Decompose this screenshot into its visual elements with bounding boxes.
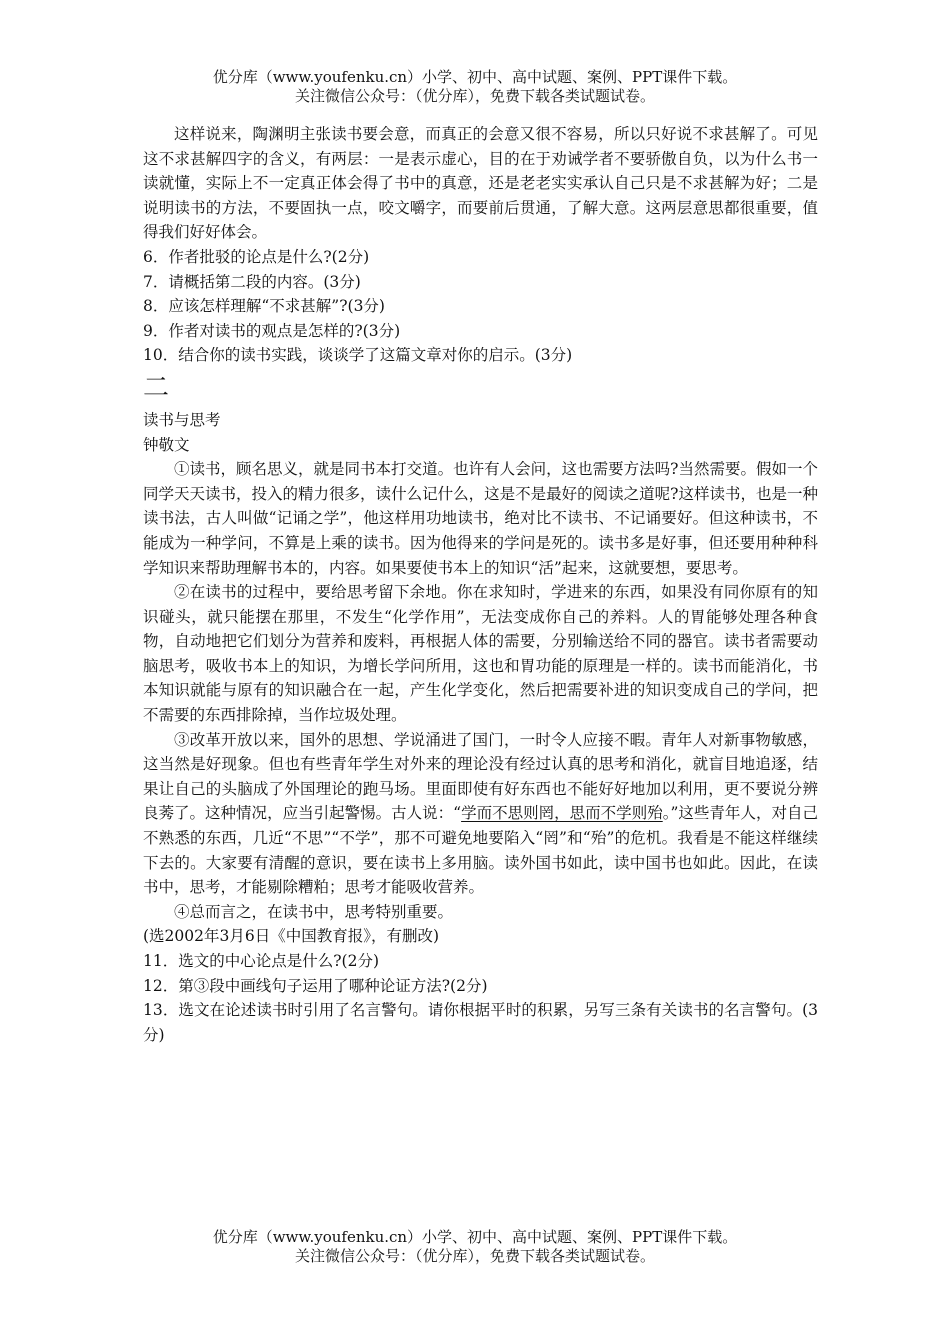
footer-line-1: 优分库（www.youfenku.cn）小学、初中、高中试题、案例、PPT课件下载。: [212, 1228, 738, 1246]
article-source: (选2002年3月6日《中国教育报》，有删改): [143, 927, 440, 946]
question-8: 8．应该怎样理解“不求甚解”?(3分): [143, 297, 385, 316]
questions-group-2: [143, 949, 818, 1047]
footer-line-2: 关注微信公众号：（优分库），免费下载各类试题试卷。: [294, 1247, 655, 1265]
page-header: [0, 68, 950, 106]
question-10: 10．结合你的读书实践，谈谈学了这篇文章对你的启示。(3分): [143, 346, 573, 365]
question-7: 7．请概括第二段的内容。(3分): [143, 272, 361, 291]
question-6: 6．作者批驳的论点是什么?(2分): [143, 247, 370, 266]
article-paragraph-1: ①读书，顾名思义，就是同书本打交道。也许有人会问，这也需要方法吗?当然需要。假如一个同学天天读书，投入的精力很多，读什么记什么，这是不是最好的阅读之道呢?这样读书，也是一种读书法，古人叫做“记诵之学”，他这样用功地读书，绝对比不读书、不记诵要好。但这种读书，不能成为一种学问，不算是上乘的读书。因为他得来的学问是死的。读书多是好事，但还要用种种科学知识来帮助理解书本的，内容。如果要使书本上的知识“活”起来，这就要想，要思考。: [143, 460, 818, 577]
article-author: 钟敬文: [143, 435, 190, 454]
passage1-paragraph: 这样说来，陶渊明主张读书要会意，而真正的会意又很不容易，所以只好说不求甚解了。可见这不求甚解四字的含义，有两层：一是表示虚心，目的在于劝诫学者不要骄傲自负，以为什么书一读就懂，实际上不一定真正体会得了书中的真意，还是老老实实承认自己只是不求甚解为好；二是说明读书的方法，不要固执一点，咬文嚼字，而要前后贯通，了解大意。这两层意思都很重要，值得我们好好体会。: [143, 125, 818, 242]
page-footer: [0, 1228, 950, 1266]
section-number: 二: [143, 372, 170, 403]
article-paragraph-2: ②在读书的过程中，要给思考留下余地。你在求知时，学进来的东西，如果没有同你原有的知识碰头，就只能摆在那里，不发生“化学作用”，无法变成你自己的养料。人的胃能够处理各种食物，自动地把它们划分为营养和废料，再根据人体的需要，分别输送给不同的器官。读书者需要动脑思考，吸收书本上的知识，为增长学问所用，这也和胃功能的原理是一样的。读书而能消化，书本知识就能与原有的知识融合在一起，产生化学变化，然后把需要补进的知识变成自己的学问，把不需要的东西排除掉，当作垃圾处理。: [143, 583, 818, 725]
article-title: 读书与思考: [143, 410, 221, 429]
question-9: 9．作者对读书的观点是怎样的?(3分): [143, 321, 401, 340]
paragraph-3-text-before: ③改革开放以来，国外的思想、学说涌进了国门，一时令人应接不暇。青年人对新事物敏感，这当然是好现象。但也有些青年学生对外来的理论没有经过认真的思考和消化，就盲目地追逐，结果让自己的头脑成了外国理论的跑马场。里面即使有好东西也不能好好地加以利用，更不要说分辨良莠了。这种情况，应当引起警惕。古人说：“: [143, 730, 818, 823]
questions-group-1: [143, 245, 818, 368]
underlined-quote: 学而不思则罔，思而不学则殆: [461, 804, 663, 823]
header-line-1: 优分库（www.youfenku.cn）小学、初中、高中试题、案例、PPT课件下载。: [212, 68, 738, 86]
article-paragraph-4: ④总而言之，在读书中，思考特别重要。: [174, 902, 454, 921]
article-paragraph-3: [143, 728, 818, 900]
question-12: 12．第③段中画线句子运用了哪种论证方法?(2分): [143, 976, 488, 995]
header-line-2: 关注微信公众号：（优分库），免费下载各类试题试卷。: [294, 87, 655, 105]
paragraph-3-text-after: 。”这些青年人，对自己不熟悉的东西，几近“不思”“不学”，那不可避免地要陷入“罔”和“殆”的危机。我看是不能这样继续下去的。大家要有清醒的意识，要在读书上多用脑。读外国书如此，读中国书也如此。因此，在读书中，思考，才能剔除糟粕；思考才能吸收营养。: [143, 804, 818, 897]
question-13: 13．选文在论述读书时引用了名言警句。请你根据平时的积累，另写三条有关读书的名言警句。(3分): [143, 1001, 818, 1044]
question-11: 11．选文的中心论点是什么?(2分): [143, 952, 379, 970]
document-body: [143, 122, 818, 1047]
